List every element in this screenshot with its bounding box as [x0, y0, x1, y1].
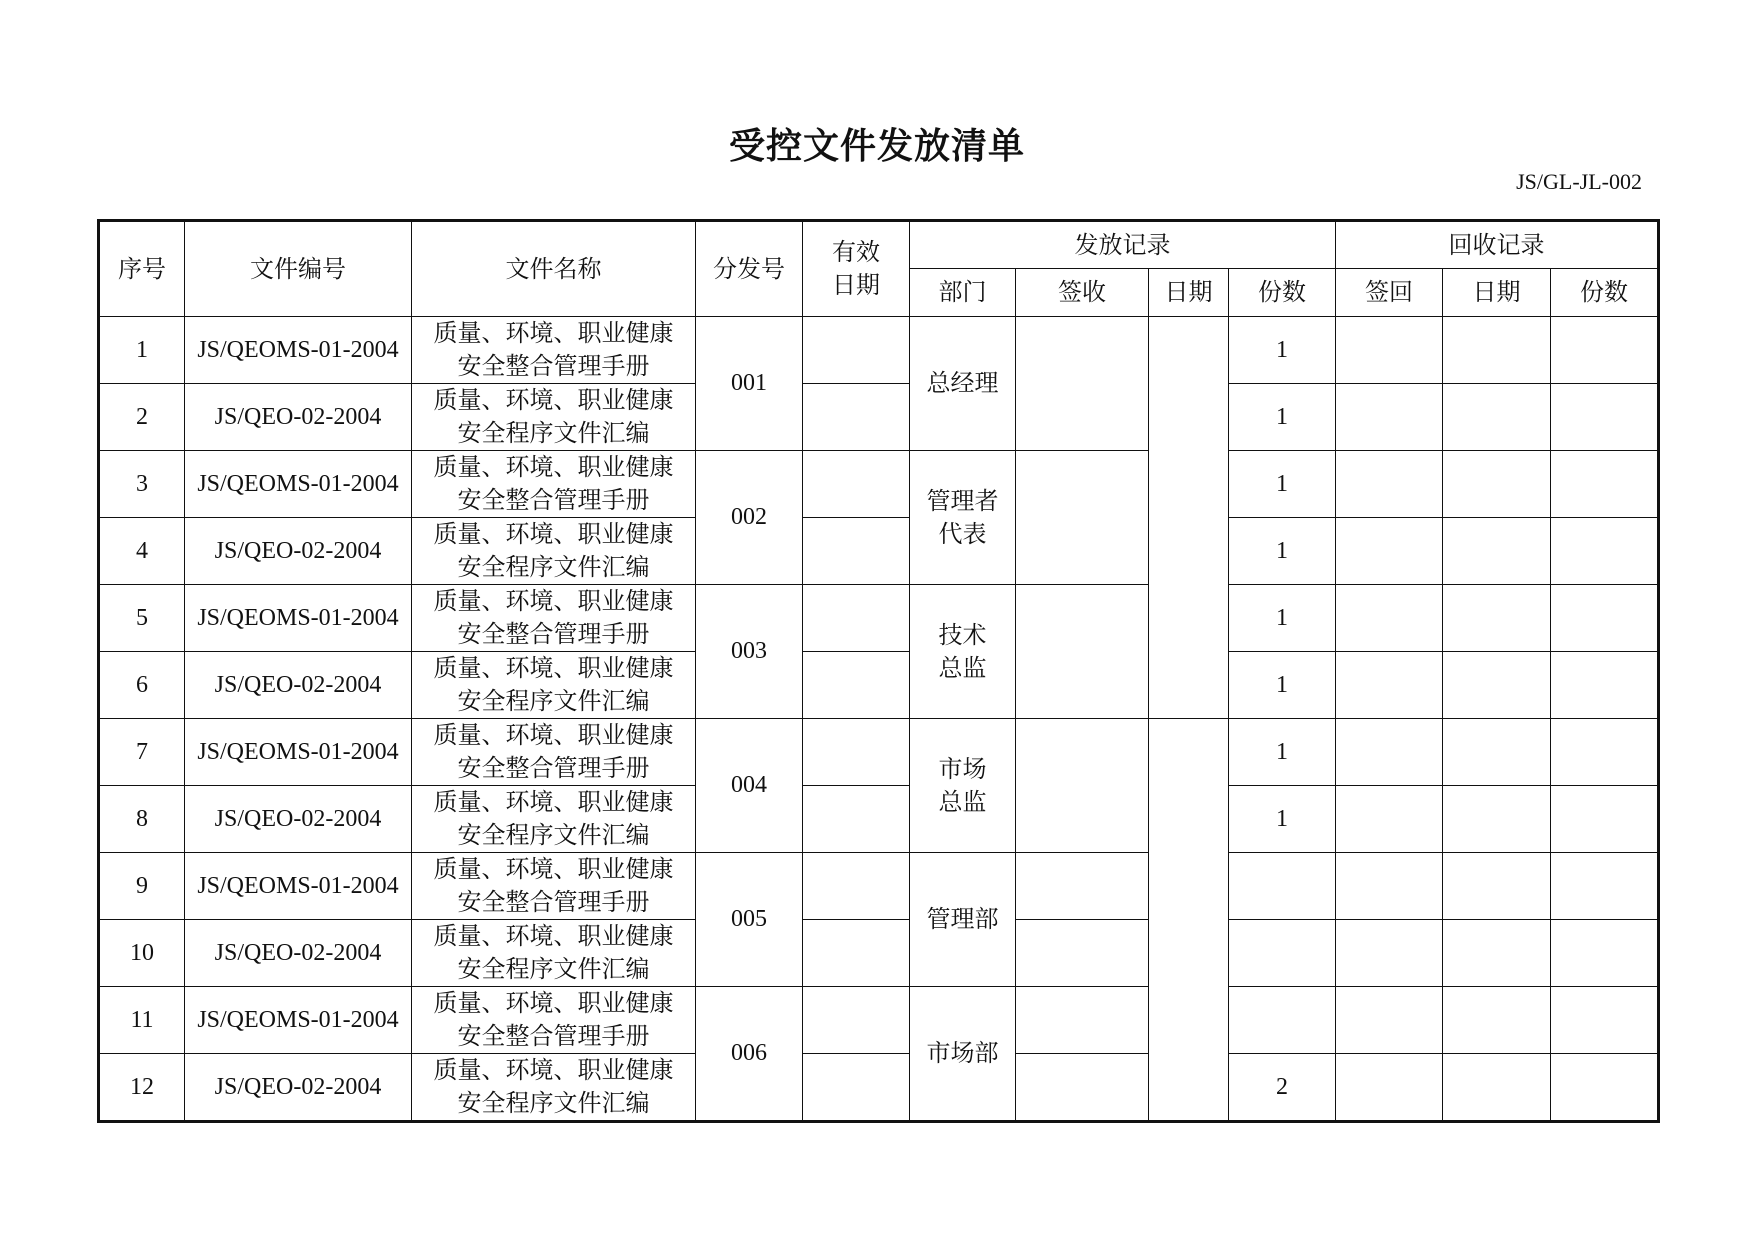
file-name-cell	[412, 384, 696, 451]
dept-cell	[910, 719, 1016, 853]
dept-cell	[910, 585, 1016, 719]
valid-date-cell[interactable]	[803, 317, 910, 384]
seq-cell: 5	[99, 585, 185, 652]
table-row	[99, 451, 1659, 518]
file-name-line2: 安全整合管理手册	[457, 1022, 650, 1050]
recall-date-cell[interactable]	[1443, 518, 1551, 585]
issue-copies-cell: 1	[1229, 317, 1336, 384]
recall-copies-cell[interactable]	[1551, 384, 1659, 451]
seq-cell: 1	[99, 317, 185, 384]
header-issue-dept: 部门	[910, 269, 1016, 317]
recall-copies-cell[interactable]	[1551, 853, 1659, 920]
header-valid-date-line1: 有效	[832, 238, 880, 266]
recall-copies-cell[interactable]	[1551, 920, 1659, 987]
seq-cell: 4	[99, 518, 185, 585]
file-name-line2: 安全程序文件汇编	[457, 553, 650, 581]
dist-no-cell: 002	[696, 451, 803, 585]
file-name-line1: 质量、环境、职业健康	[433, 386, 674, 414]
file-name-line1: 质量、环境、职业健康	[433, 1056, 674, 1084]
recall-copies-cell[interactable]	[1551, 652, 1659, 719]
recall-date-cell[interactable]	[1443, 1054, 1551, 1122]
recall-date-cell[interactable]	[1443, 719, 1551, 786]
recall-sign-cell[interactable]	[1336, 719, 1443, 786]
file-no-cell: JS/QEO-02-2004	[185, 518, 412, 585]
file-no-cell: JS/QEO-02-2004	[185, 652, 412, 719]
table-row	[99, 384, 1659, 451]
file-no-cell: JS/QEO-02-2004	[185, 920, 412, 987]
file-name-line1: 质量、环境、职业健康	[433, 654, 674, 682]
valid-date-cell[interactable]	[803, 518, 910, 585]
file-name-cell	[412, 719, 696, 786]
recall-sign-cell[interactable]	[1336, 384, 1443, 451]
file-name-cell	[412, 920, 696, 987]
issue-sign-cell[interactable]	[1016, 920, 1149, 987]
recall-sign-cell[interactable]	[1336, 920, 1443, 987]
table-row	[99, 652, 1659, 719]
dept-line1: 管理者	[926, 486, 999, 515]
dist-no-cell: 004	[696, 719, 803, 853]
issue-sign-cell[interactable]	[1016, 1054, 1149, 1122]
seq-cell: 3	[99, 451, 185, 518]
dept-line1: 市场	[938, 754, 987, 783]
file-name-line1: 质量、环境、职业健康	[433, 788, 674, 816]
seq-cell: 10	[99, 920, 185, 987]
seq-cell: 12	[99, 1054, 185, 1122]
file-name-line2: 安全程序文件汇编	[457, 419, 650, 447]
recall-copies-cell[interactable]	[1551, 585, 1659, 652]
table-row	[99, 1054, 1659, 1122]
file-name-cell	[412, 585, 696, 652]
file-name-line2: 安全程序文件汇编	[457, 821, 650, 849]
recall-date-cell[interactable]	[1443, 384, 1551, 451]
recall-copies-cell[interactable]	[1551, 317, 1659, 384]
file-name-line1: 质量、环境、职业健康	[433, 989, 674, 1017]
dept-cell	[910, 451, 1016, 585]
file-name-line1: 质量、环境、职业健康	[433, 520, 674, 548]
valid-date-cell[interactable]	[803, 987, 910, 1054]
file-no-cell: JS/QEOMS-01-2004	[185, 451, 412, 518]
recall-sign-cell[interactable]	[1336, 451, 1443, 518]
recall-copies-cell[interactable]	[1551, 1054, 1659, 1122]
issue-date-cell[interactable]	[1149, 317, 1229, 719]
file-name-line1: 质量、环境、职业健康	[433, 587, 674, 615]
recall-date-cell[interactable]	[1443, 652, 1551, 719]
issue-copies-cell: 1	[1229, 719, 1336, 786]
file-name-cell	[412, 451, 696, 518]
table-row	[99, 585, 1659, 652]
recall-date-cell[interactable]	[1443, 317, 1551, 384]
file-name-line1: 质量、环境、职业健康	[433, 453, 674, 481]
seq-cell: 2	[99, 384, 185, 451]
file-name-line2: 安全整合管理手册	[457, 888, 650, 916]
table-row	[99, 518, 1659, 585]
file-name-cell	[412, 518, 696, 585]
dist-no-cell: 005	[696, 853, 803, 987]
valid-date-cell[interactable]	[803, 853, 910, 920]
recall-date-cell[interactable]	[1443, 451, 1551, 518]
file-name-cell	[412, 786, 696, 853]
dept-line2: 总监	[938, 787, 987, 816]
recall-sign-cell[interactable]	[1336, 987, 1443, 1054]
recall-copies-cell[interactable]	[1551, 451, 1659, 518]
recall-date-cell[interactable]	[1443, 853, 1551, 920]
dept-cell	[910, 987, 1016, 1122]
valid-date-cell[interactable]	[803, 384, 910, 451]
header-file-name: 文件名称	[412, 221, 696, 317]
recall-date-cell[interactable]	[1443, 920, 1551, 987]
header-issue-sign: 签收	[1016, 269, 1149, 317]
table-row	[99, 719, 1659, 786]
header-seq: 序号	[99, 221, 185, 317]
table-row	[99, 987, 1659, 1054]
table-row	[99, 853, 1659, 920]
header-valid-date-line2: 日期	[832, 271, 880, 299]
file-name-line2: 安全整合管理手册	[457, 754, 650, 782]
header-row-top	[99, 221, 1659, 269]
dept-line1: 管理部	[926, 905, 999, 933]
file-name-line2: 安全程序文件汇编	[457, 955, 650, 983]
dept-cell	[910, 853, 1016, 987]
file-name-cell	[412, 853, 696, 920]
seq-cell: 11	[99, 987, 185, 1054]
issue-copies-cell: 1	[1229, 518, 1336, 585]
dept-line1: 市场部	[926, 1039, 999, 1067]
valid-date-cell[interactable]	[803, 719, 910, 786]
file-no-cell: JS/QEOMS-01-2004	[185, 987, 412, 1054]
file-name-line2: 安全程序文件汇编	[457, 687, 650, 715]
recall-copies-cell[interactable]	[1551, 786, 1659, 853]
valid-date-cell[interactable]	[803, 585, 910, 652]
header-file-no: 文件编号	[185, 221, 412, 317]
recall-sign-cell[interactable]	[1336, 585, 1443, 652]
dept-line1: 技术	[938, 620, 987, 649]
valid-date-cell[interactable]	[803, 451, 910, 518]
file-name-line2: 安全整合管理手册	[457, 620, 650, 648]
issue-sign-cell[interactable]	[1016, 987, 1149, 1054]
valid-date-cell[interactable]	[803, 1054, 910, 1122]
issue-copies-cell	[1229, 920, 1336, 987]
header-issue-record: 发放记录	[910, 221, 1336, 269]
issue-copies-cell: 1	[1229, 384, 1336, 451]
issue-sign-cell[interactable]	[1016, 853, 1149, 920]
recall-sign-cell[interactable]	[1336, 652, 1443, 719]
dist-no-cell: 003	[696, 585, 803, 719]
dist-no-cell: 006	[696, 987, 803, 1122]
file-name-line2: 安全整合管理手册	[457, 486, 650, 514]
issue-copies-cell: 1	[1229, 652, 1336, 719]
recall-date-cell[interactable]	[1443, 585, 1551, 652]
header-issue-date: 日期	[1149, 269, 1229, 317]
table-row	[99, 786, 1659, 853]
recall-sign-cell[interactable]	[1336, 518, 1443, 585]
file-no-cell: JS/QEO-02-2004	[185, 786, 412, 853]
seq-cell: 6	[99, 652, 185, 719]
seq-cell: 8	[99, 786, 185, 853]
issue-copies-cell: 1	[1229, 786, 1336, 853]
file-no-cell: JS/QEOMS-01-2004	[185, 719, 412, 786]
file-no-cell: JS/QEO-02-2004	[185, 1054, 412, 1122]
recall-sign-cell[interactable]	[1336, 1054, 1443, 1122]
recall-copies-cell[interactable]	[1551, 719, 1659, 786]
dept-line1: 总经理	[926, 369, 999, 397]
dept-cell	[910, 317, 1016, 451]
dept-line2: 代表	[938, 519, 987, 548]
issue-sign-cell[interactable]	[1016, 585, 1149, 719]
file-name-line1: 质量、环境、职业健康	[433, 319, 674, 347]
file-name-cell	[412, 317, 696, 384]
valid-date-cell[interactable]	[803, 786, 910, 853]
file-name-cell	[412, 987, 696, 1054]
dept-line2: 总监	[938, 653, 987, 682]
file-name-cell	[412, 652, 696, 719]
issue-copies-cell	[1229, 987, 1336, 1054]
distribution-table	[97, 219, 1660, 1123]
file-no-cell: JS/QEO-02-2004	[185, 384, 412, 451]
file-name-cell	[412, 1054, 696, 1122]
issue-sign-cell[interactable]	[1016, 451, 1149, 585]
recall-sign-cell[interactable]	[1336, 853, 1443, 920]
document-code: JS/GL-JL-002	[1516, 169, 1642, 194]
dist-no-cell: 001	[696, 317, 803, 451]
issue-copies-cell: 1	[1229, 585, 1336, 652]
recall-copies-cell[interactable]	[1551, 987, 1659, 1054]
issue-copies-cell	[1229, 853, 1336, 920]
issue-copies-cell: 1	[1229, 451, 1336, 518]
seq-cell: 7	[99, 719, 185, 786]
issue-sign-cell[interactable]	[1016, 317, 1149, 451]
file-name-line1: 质量、环境、职业健康	[433, 922, 674, 950]
header-recall-sign: 签回	[1336, 269, 1443, 317]
header-valid-date	[803, 221, 910, 317]
file-no-cell: JS/QEOMS-01-2004	[185, 317, 412, 384]
header-recall-record: 回收记录	[1336, 221, 1659, 269]
document-title: 受控文件发放清单	[728, 126, 1025, 167]
header-recall-date: 日期	[1443, 269, 1551, 317]
file-no-cell: JS/QEOMS-01-2004	[185, 853, 412, 920]
issue-date-cell[interactable]	[1149, 719, 1229, 1122]
file-name-line2: 安全程序文件汇编	[457, 1089, 650, 1117]
file-name-line2: 安全整合管理手册	[457, 352, 650, 380]
file-no-cell: JS/QEOMS-01-2004	[185, 585, 412, 652]
table-row	[99, 317, 1659, 384]
recall-sign-cell[interactable]	[1336, 786, 1443, 853]
seq-cell: 9	[99, 853, 185, 920]
issue-copies-cell: 2	[1229, 1054, 1336, 1122]
recall-sign-cell[interactable]	[1336, 317, 1443, 384]
table-row	[99, 920, 1659, 987]
file-name-line1: 质量、环境、职业健康	[433, 721, 674, 749]
header-recall-copies: 份数	[1551, 269, 1659, 317]
file-name-line1: 质量、环境、职业健康	[433, 855, 674, 883]
recall-date-cell[interactable]	[1443, 786, 1551, 853]
header-issue-copies: 份数	[1229, 269, 1336, 317]
header-dist-no: 分发号	[696, 221, 803, 317]
valid-date-cell[interactable]	[803, 652, 910, 719]
recall-copies-cell[interactable]	[1551, 518, 1659, 585]
valid-date-cell[interactable]	[803, 920, 910, 987]
recall-date-cell[interactable]	[1443, 987, 1551, 1054]
issue-sign-cell[interactable]	[1016, 719, 1149, 853]
